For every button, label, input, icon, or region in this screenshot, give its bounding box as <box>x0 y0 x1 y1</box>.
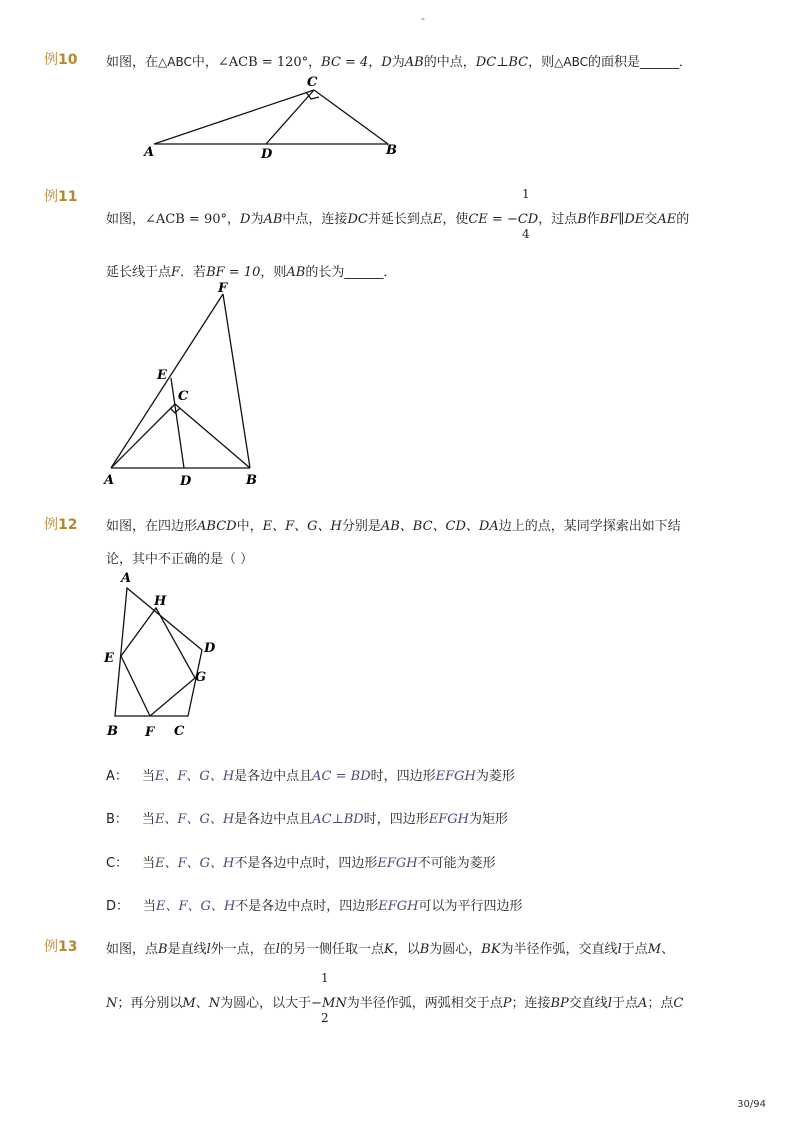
math: B <box>419 942 430 957</box>
math: N <box>208 996 221 1011</box>
text: 当 <box>142 856 156 871</box>
text: ；点 <box>647 996 674 1011</box>
label-a: A <box>144 145 155 160</box>
text: 并延长到点 <box>367 212 433 227</box>
example-no: 12 <box>58 517 78 533</box>
math: AB、BC、CD、DA <box>380 519 499 534</box>
text: 于点 <box>621 942 648 957</box>
label-a: A <box>104 473 115 488</box>
text: ；再分别以 <box>117 996 183 1011</box>
text: 外一点，在 <box>210 942 276 957</box>
text: 如图，在四边形 <box>106 519 198 534</box>
math: BF = 10 <box>206 265 261 280</box>
example-12-number <box>44 514 77 534</box>
math: D <box>381 55 392 70</box>
text: 为圆心，以大于 <box>220 996 312 1011</box>
math: ∠ACB = 120° <box>217 55 309 70</box>
text: ，则 <box>260 265 287 280</box>
text: 如图， <box>106 212 146 227</box>
label-b: B <box>246 473 257 488</box>
text: 是直线 <box>167 942 207 957</box>
example-prefix: 例 <box>44 52 58 68</box>
option-label: B： <box>106 812 128 827</box>
text: 不是各边中点时，四边形 <box>234 856 378 871</box>
text: 当 <box>141 812 155 827</box>
example-11-question-line1 <box>106 208 689 227</box>
math: D <box>240 212 251 227</box>
label-b: B <box>386 143 397 158</box>
math: E、F、G、H <box>155 856 235 871</box>
text: 为矩形 <box>468 812 508 827</box>
label-f: F <box>218 281 228 296</box>
example-13-question-line1 <box>106 938 674 957</box>
text: ，以 <box>393 942 420 957</box>
page-number: 30/94 <box>737 1099 766 1110</box>
text: 是各边中点且 <box>234 812 313 827</box>
math: K <box>383 942 394 957</box>
triangle-figure-10 <box>140 72 410 164</box>
math: AC = BD <box>312 769 371 784</box>
example-10-question <box>106 51 692 70</box>
label-a: A <box>121 571 132 586</box>
text: 为菱形 <box>475 769 515 784</box>
text: ，过点 <box>538 212 578 227</box>
label-b: B <box>107 724 118 739</box>
option-b[interactable] <box>106 808 508 827</box>
label-g: G <box>195 670 207 685</box>
math: EFGH <box>435 769 476 784</box>
text: ， <box>227 212 241 227</box>
text: 时，四边形 <box>363 812 429 827</box>
math: l <box>607 996 612 1011</box>
math: −MN <box>311 996 347 1011</box>
text: 为半径作弧，交直线 <box>500 942 618 957</box>
math: AB <box>404 55 424 70</box>
text: 的另一侧任取一点 <box>279 942 384 957</box>
label-d: D <box>204 641 216 656</box>
math: BP <box>550 996 569 1011</box>
text: 当 <box>143 899 157 914</box>
example-no: 10 <box>58 52 78 68</box>
text: ， <box>308 55 322 70</box>
label-f: F <box>145 725 155 740</box>
math: l <box>275 942 280 957</box>
label-c: C <box>174 724 185 739</box>
text: 边上的点，某同学探索出如下结 <box>498 519 681 534</box>
text: ， <box>368 55 382 70</box>
math: E、F、G、H <box>154 769 235 784</box>
label-e: E <box>157 368 167 383</box>
math: E、F、G、H <box>156 899 236 914</box>
example-prefix: 例 <box>44 189 58 205</box>
math: DC⊥BC <box>475 55 529 70</box>
math: AB <box>263 212 283 227</box>
math: A <box>638 996 648 1011</box>
option-c[interactable] <box>106 852 496 871</box>
text: 中， <box>236 519 263 534</box>
label-c: C <box>178 389 189 404</box>
math: EFGH <box>378 899 419 914</box>
math: C <box>673 996 684 1011</box>
math: BF∥DE <box>599 212 645 227</box>
fraction-denominator: 2 <box>321 1011 329 1025</box>
math: l <box>206 942 211 957</box>
example-prefix: 例 <box>44 517 58 533</box>
example-no: 11 <box>58 189 78 205</box>
text: 为 <box>250 212 264 227</box>
text: 可以为平行四边形 <box>418 899 523 914</box>
text: 的中点， <box>423 55 476 70</box>
math: AE <box>657 212 677 227</box>
header-mark: - <box>421 12 425 25</box>
segment-ac <box>111 404 175 468</box>
math: E、F、G、H <box>154 812 235 827</box>
math: E、F、G、H <box>262 519 342 534</box>
text: 如图，在 <box>106 55 159 70</box>
right-angle-mark <box>306 92 319 99</box>
text: 时，四边形 <box>370 769 436 784</box>
example-12-question-line1 <box>106 515 681 534</box>
example-prefix: 例 <box>44 939 58 955</box>
text: ；连接 <box>511 996 551 1011</box>
text: 延长线于点 <box>106 265 172 280</box>
text: ，使 <box>442 212 469 227</box>
math: BK <box>481 942 501 957</box>
option-a[interactable] <box>106 765 515 784</box>
math: CE = −CD <box>468 212 539 227</box>
example-10-number <box>44 49 77 69</box>
fraction-denominator: 4 <box>522 227 530 241</box>
text: 如图，点 <box>106 942 159 957</box>
text: 的长为______． <box>305 265 397 280</box>
text: △ABC <box>158 55 192 69</box>
option-d[interactable] <box>106 895 523 914</box>
example-11-question-line2 <box>106 261 396 280</box>
math: ABCD <box>197 519 237 534</box>
option-label: C： <box>106 856 129 871</box>
label-h: H <box>154 594 167 609</box>
triangle-figure-11 <box>100 280 270 490</box>
example-13-question-line2 <box>106 992 683 1011</box>
text: 、 <box>195 996 209 1011</box>
label-d: D <box>180 474 192 489</box>
math: AC⊥BD <box>312 812 364 827</box>
text: 为圆心， <box>429 942 482 957</box>
text: 不是各边中点时，四边形 <box>235 899 379 914</box>
fraction-numerator: 1 <box>522 187 530 201</box>
segment-cb <box>175 404 250 468</box>
fraction-numerator: 1 <box>321 971 329 985</box>
math: F <box>171 265 181 280</box>
example-11-number <box>44 186 77 206</box>
math: N <box>106 996 118 1011</box>
text: 分别是 <box>341 519 381 534</box>
text: ．若 <box>180 265 207 280</box>
label-c: C <box>307 75 318 90</box>
text: 的面积是______． <box>587 55 692 70</box>
text: 是各边中点且 <box>234 769 313 784</box>
math: B <box>577 212 587 227</box>
math: M <box>182 996 196 1011</box>
math: B <box>158 942 168 957</box>
math: BC = 4 <box>321 55 369 70</box>
text: 中点，连接 <box>282 212 348 227</box>
text: 作 <box>586 212 600 227</box>
option-label: A： <box>106 769 128 784</box>
text: 当 <box>141 769 155 784</box>
text: 的 <box>676 212 690 227</box>
example-12-question-line2: 论，其中不正确的是（ ） <box>106 552 254 567</box>
segment-af <box>111 294 223 468</box>
math: P <box>502 996 512 1011</box>
label-d: D <box>261 147 273 162</box>
option-label: D： <box>106 899 130 914</box>
math: E <box>432 212 443 227</box>
example-13-number <box>44 936 77 956</box>
text: 交直线 <box>568 996 608 1011</box>
text: ，则 <box>528 55 555 70</box>
text: 、 <box>661 942 675 957</box>
text: 不可能为菱形 <box>417 856 496 871</box>
text: 于点 <box>611 996 638 1011</box>
text: 为半径作弧，两弧相交于点 <box>346 996 503 1011</box>
label-e: E <box>104 651 114 666</box>
quadrilateral-figure-12 <box>100 568 230 740</box>
text: △ABC <box>554 55 588 69</box>
math: ∠ACB = 90° <box>145 212 227 227</box>
text: 为 <box>391 55 405 70</box>
text: 中， <box>191 55 218 70</box>
text: 交 <box>644 212 658 227</box>
segment-fb <box>223 294 250 468</box>
math: EFGH <box>428 812 469 827</box>
quadrilateral-efgh <box>121 608 195 716</box>
example-no: 13 <box>58 939 78 955</box>
math: AB <box>286 265 306 280</box>
math: l <box>617 942 622 957</box>
math: EFGH <box>377 856 418 871</box>
math: DC <box>347 212 368 227</box>
math: M <box>647 942 662 957</box>
segment-cb <box>314 90 388 144</box>
